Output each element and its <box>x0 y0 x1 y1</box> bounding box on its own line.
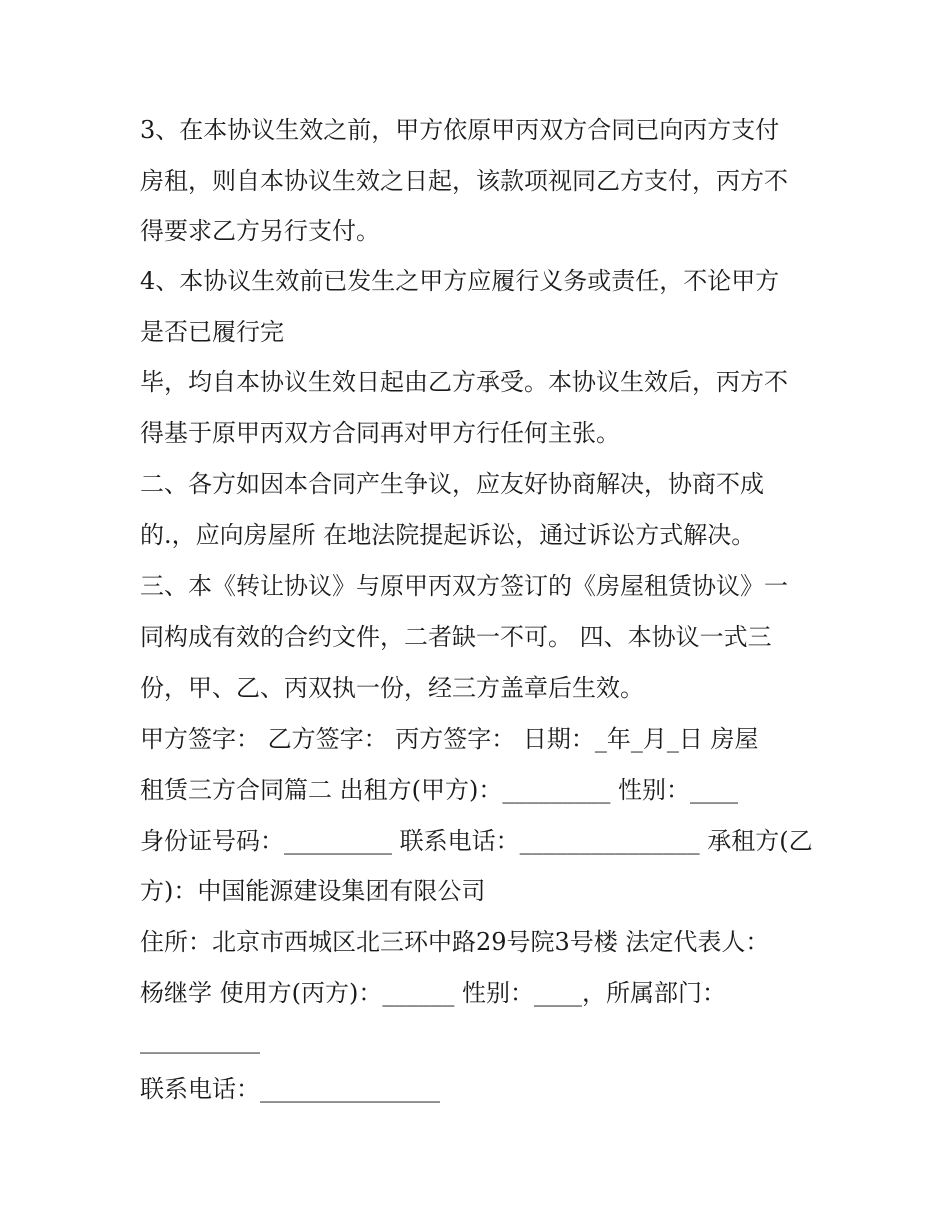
text-line: __________ <box>140 1026 260 1054</box>
text-line: 甲方签字： 乙方签字： 丙方签字： 日期：_年_月_日 房屋 <box>140 725 759 753</box>
text-line: 同构成有效的合约文件，二者缺一不可。 四、本协议一式三 <box>140 623 772 651</box>
text-line: 住所：北京市西城区北三环中路29号院3号楼 法定代表人： <box>140 928 770 956</box>
text-line: 得要求乙方另行支付。 <box>140 217 380 245</box>
text-line: 得基于原甲丙双方合同再对甲方行任何主张。 <box>140 419 620 447</box>
text-line: 联系电话：_______________ <box>140 1075 440 1103</box>
text-line: 是否已履行完 <box>140 318 284 346</box>
text-line: 三、本《转让协议》与原甲丙双方签订的《房屋租赁协议》一 <box>140 572 788 600</box>
text-line: 毕，均自本协议生效日起由乙方承受。本协议生效后，丙方不 <box>140 368 788 396</box>
text-line: 租赁三方合同篇二 出租方(甲方)：_________ 性别：____ <box>140 776 738 804</box>
text-line: 方)：中国能源建设集团有限公司 <box>140 877 486 905</box>
text-line: 4、本协议生效前已发生之甲方应履行义务或责任，不论甲方 <box>140 267 780 295</box>
text-line: 房租，则自本协议生效之日起，该款项视同乙方支付，丙方不 <box>140 167 788 195</box>
text-line: 身份证号码：_________ 联系电话：_______________ 承租方(乙 <box>140 827 813 855</box>
text-line: 二、各方如因本合同产生争议，应友好协商解决，协商不成 <box>140 470 764 498</box>
text-line: 的.，应向房屋所 在地法院提起诉讼，通过诉讼方式解决。 <box>140 521 756 549</box>
text-line: 杨继学 使用方(丙方)：______ 性别：____，所属部门： <box>140 979 726 1007</box>
text-line: 3、在本协议生效之前，甲方依原甲丙双方合同已向丙方支付 <box>140 116 780 144</box>
text-line: 份，甲、乙、丙双执一份，经三方盖章后生效。 <box>140 674 644 702</box>
